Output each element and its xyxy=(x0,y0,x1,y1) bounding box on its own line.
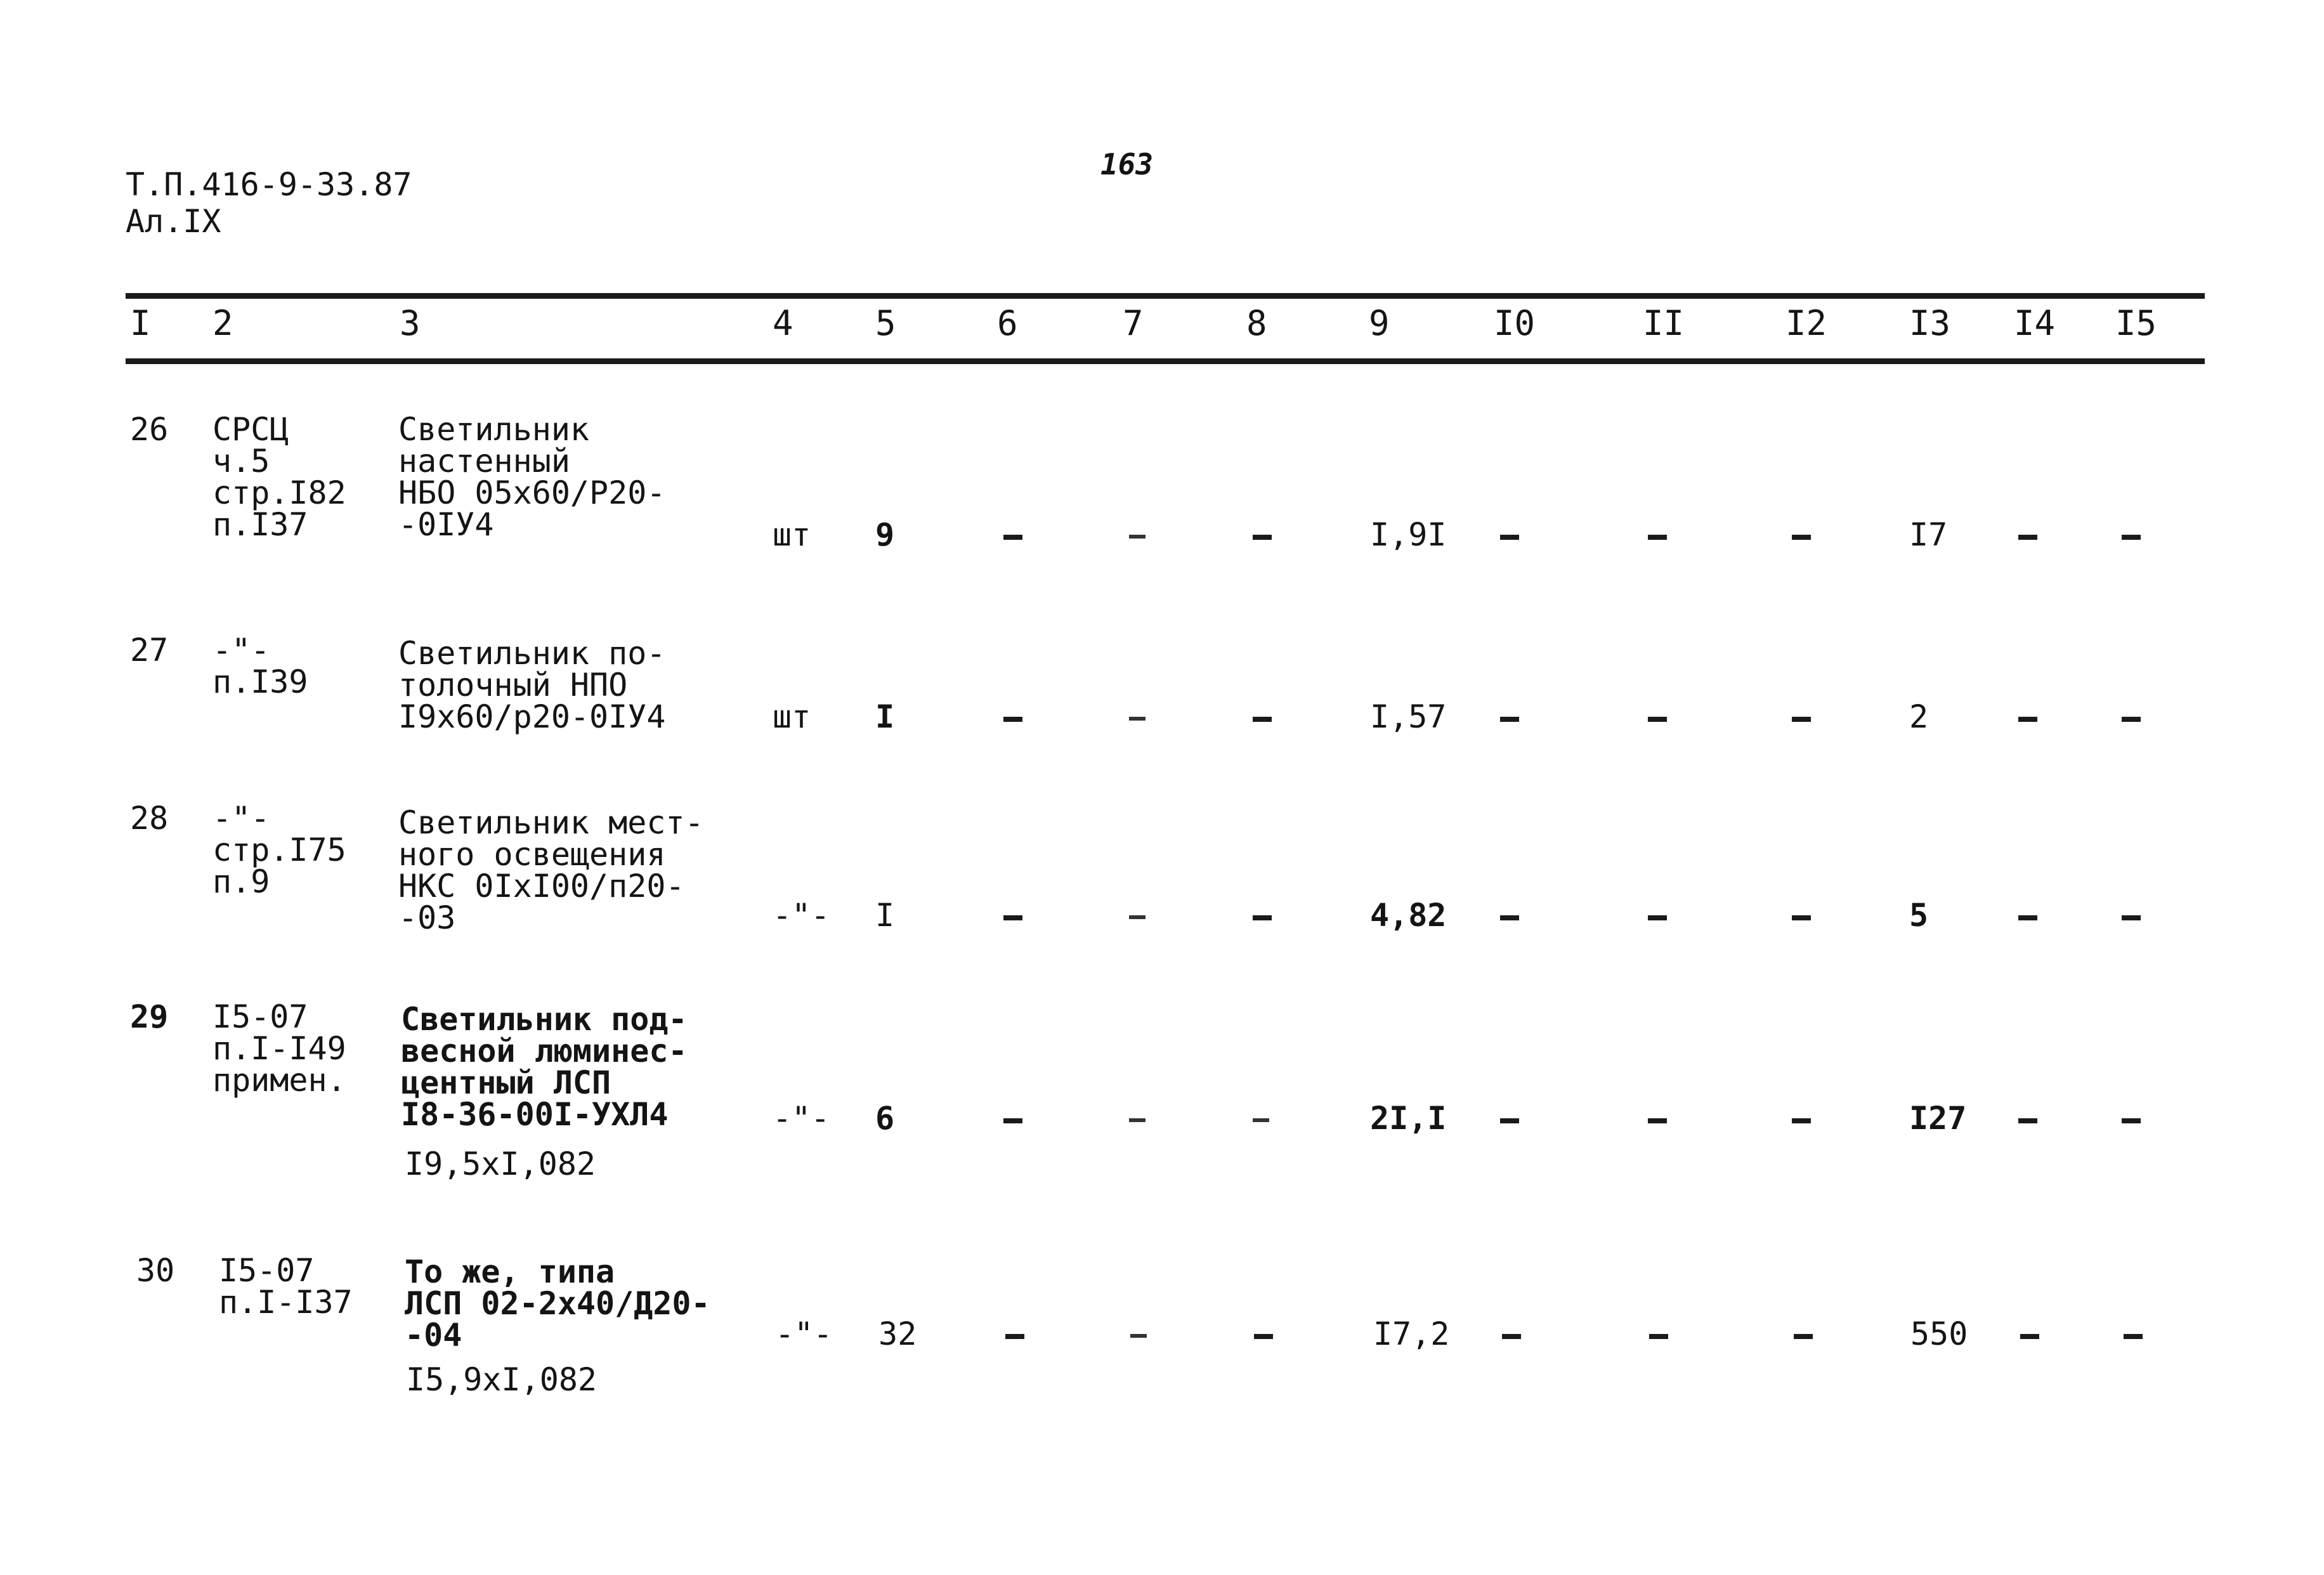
quantity-cell: I xyxy=(875,897,895,934)
empty-dash xyxy=(2018,1118,2037,1123)
col-header-5: 5 xyxy=(875,303,896,343)
empty-dash xyxy=(1129,535,1146,539)
row-number: 27 xyxy=(130,632,169,669)
col-header-14: I4 xyxy=(2014,303,2056,343)
col-header-1: I xyxy=(130,303,151,343)
desc-line: весной люминес- xyxy=(401,1033,688,1069)
value-col-13: 5 xyxy=(1909,897,1929,934)
ref-line: -"- xyxy=(212,632,270,669)
empty-dash xyxy=(1792,717,1811,722)
ref-line: СРСЦ xyxy=(212,411,289,448)
empty-dash xyxy=(2122,717,2141,722)
value-col-13: I7 xyxy=(1909,516,1948,553)
col-header-10: I0 xyxy=(1494,303,1536,343)
ref-line: п.I-I49 xyxy=(212,1030,346,1067)
empty-dash xyxy=(1649,1334,1668,1339)
col-header-12: I2 xyxy=(1785,303,1827,343)
col-header-9: 9 xyxy=(1369,303,1390,343)
ref-line: стр.I75 xyxy=(212,832,346,868)
desc-line: I9х60/р20-0IУ4 xyxy=(398,698,666,735)
empty-dash xyxy=(1253,1118,1269,1122)
quantity-cell: I xyxy=(875,698,895,735)
row-number: 28 xyxy=(130,800,169,837)
col-header-3: 3 xyxy=(400,303,421,343)
empty-dash xyxy=(1500,915,1519,920)
unit-cell: -"- xyxy=(775,1316,833,1352)
empty-dash xyxy=(1129,915,1146,919)
unit-cell: -"- xyxy=(773,897,830,934)
empty-dash xyxy=(2124,1334,2143,1339)
ref-line: п.I-I37 xyxy=(219,1284,353,1321)
empty-dash xyxy=(1648,915,1667,920)
quantity-cell: 9 xyxy=(875,516,895,553)
row-description xyxy=(398,411,666,543)
value-col-9: I,9I xyxy=(1370,516,1447,553)
dimension-note: I5,9хI,082 xyxy=(406,1361,597,1398)
unit-cell: шт xyxy=(773,698,811,735)
col-header-8: 8 xyxy=(1246,303,1267,343)
ref-line: -"- xyxy=(212,800,270,837)
empty-dash xyxy=(1253,915,1272,920)
empty-dash xyxy=(1502,1334,1521,1339)
desc-line: Светильник xyxy=(398,411,590,448)
ref-line: примен. xyxy=(212,1062,346,1099)
value-col-9: I,57 xyxy=(1370,698,1447,735)
empty-dash xyxy=(1003,717,1022,722)
empty-dash xyxy=(1500,535,1519,540)
empty-dash xyxy=(2018,717,2037,722)
ref-line: п.9 xyxy=(212,863,270,900)
row-reference xyxy=(212,634,308,698)
empty-dash xyxy=(1003,915,1022,920)
desc-line: Светильник под- xyxy=(401,1001,688,1038)
row-description xyxy=(401,1001,688,1133)
value-col-13: I27 xyxy=(1909,1100,1967,1137)
document-code xyxy=(126,166,412,240)
desc-line: НКС 0IхI00/п20- xyxy=(398,868,685,905)
desc-line: центный ЛСП xyxy=(401,1064,611,1101)
desc-line: толочный НПО xyxy=(398,667,628,703)
ref-line: стр.I82 xyxy=(212,474,346,511)
col-header-13: I3 xyxy=(1909,303,1951,343)
row-number: 29 xyxy=(130,998,169,1035)
empty-dash xyxy=(2122,915,2141,920)
col-header-4: 4 xyxy=(773,303,793,343)
doc-code-text: Т.П.416-9-33.87 xyxy=(126,166,412,203)
empty-dash xyxy=(1003,535,1022,540)
row-reference xyxy=(212,998,346,1099)
empty-dash xyxy=(1792,1118,1811,1123)
value-col-13: 2 xyxy=(1909,698,1929,735)
col-header-15: I5 xyxy=(2115,303,2157,343)
ref-line: ч.5 xyxy=(212,443,270,480)
row-number: 26 xyxy=(130,411,169,448)
dimension-note: I9,5хI,082 xyxy=(405,1146,596,1182)
empty-dash xyxy=(1130,1334,1147,1338)
ref-line: п.I39 xyxy=(212,663,308,700)
empty-dash xyxy=(1648,717,1667,722)
desc-line: настенный xyxy=(398,443,570,480)
col-header-6: 6 xyxy=(997,303,1018,343)
col-header-11: II xyxy=(1643,303,1685,343)
desc-line: -03 xyxy=(398,899,456,936)
desc-line: ЛСП 02-2х40/Д20- xyxy=(405,1285,710,1322)
empty-dash xyxy=(2018,915,2037,920)
desc-line: -0IУ4 xyxy=(398,506,494,543)
ref-line: п.I37 xyxy=(212,506,308,543)
row-description xyxy=(405,1253,710,1354)
desc-line: -04 xyxy=(405,1317,462,1354)
empty-dash xyxy=(1129,717,1146,721)
desc-line: НБО 05х60/Р20- xyxy=(398,474,666,511)
col-header-7: 7 xyxy=(1123,303,1144,343)
value-col-9: 2I,I xyxy=(1370,1100,1447,1137)
empty-dash xyxy=(2018,535,2037,540)
row-description xyxy=(398,637,665,733)
value-col-9: 4,82 xyxy=(1370,897,1447,934)
row-reference xyxy=(219,1252,353,1321)
table-header-rule xyxy=(126,358,2205,364)
empty-dash xyxy=(1500,1118,1519,1123)
empty-dash xyxy=(1648,1118,1667,1123)
empty-dash xyxy=(1794,1334,1813,1339)
desc-line: Светильник мест- xyxy=(398,804,704,841)
quantity-cell: 32 xyxy=(878,1316,917,1352)
empty-dash xyxy=(2122,1118,2141,1123)
empty-dash xyxy=(2020,1334,2039,1339)
empty-dash xyxy=(1129,1118,1146,1122)
page-number: 163 xyxy=(1100,147,1154,181)
empty-dash xyxy=(1005,1334,1024,1339)
quantity-cell: 6 xyxy=(875,1100,895,1137)
desc-line: Светильник по- xyxy=(398,635,666,672)
empty-dash xyxy=(1792,915,1811,920)
row-number: 30 xyxy=(136,1252,175,1289)
empty-dash xyxy=(1792,535,1811,540)
sheet-label: Ал.IX xyxy=(126,203,221,240)
row-description xyxy=(398,804,704,936)
value-col-13: 550 xyxy=(1910,1316,1968,1352)
value-col-9: I7,2 xyxy=(1373,1316,1450,1352)
col-header-2: 2 xyxy=(212,303,233,343)
empty-dash xyxy=(2122,535,2141,540)
empty-dash xyxy=(1648,535,1667,540)
ref-line: I5-07 xyxy=(212,998,308,1035)
desc-line: I8-36-00I-УХЛ4 xyxy=(401,1096,669,1133)
row-reference xyxy=(212,802,346,898)
table-top-rule xyxy=(126,293,2205,299)
row-reference xyxy=(212,411,346,543)
empty-dash xyxy=(1254,1334,1273,1339)
empty-dash xyxy=(1253,535,1272,540)
unit-cell: -"- xyxy=(773,1100,830,1137)
empty-dash xyxy=(1500,717,1519,722)
desc-line: ного освещения xyxy=(398,836,666,873)
desc-line: То же, типа xyxy=(405,1253,615,1290)
unit-cell: шт xyxy=(773,516,811,553)
empty-dash xyxy=(1003,1118,1022,1123)
empty-dash xyxy=(1253,717,1272,722)
ref-line: I5-07 xyxy=(219,1252,315,1289)
